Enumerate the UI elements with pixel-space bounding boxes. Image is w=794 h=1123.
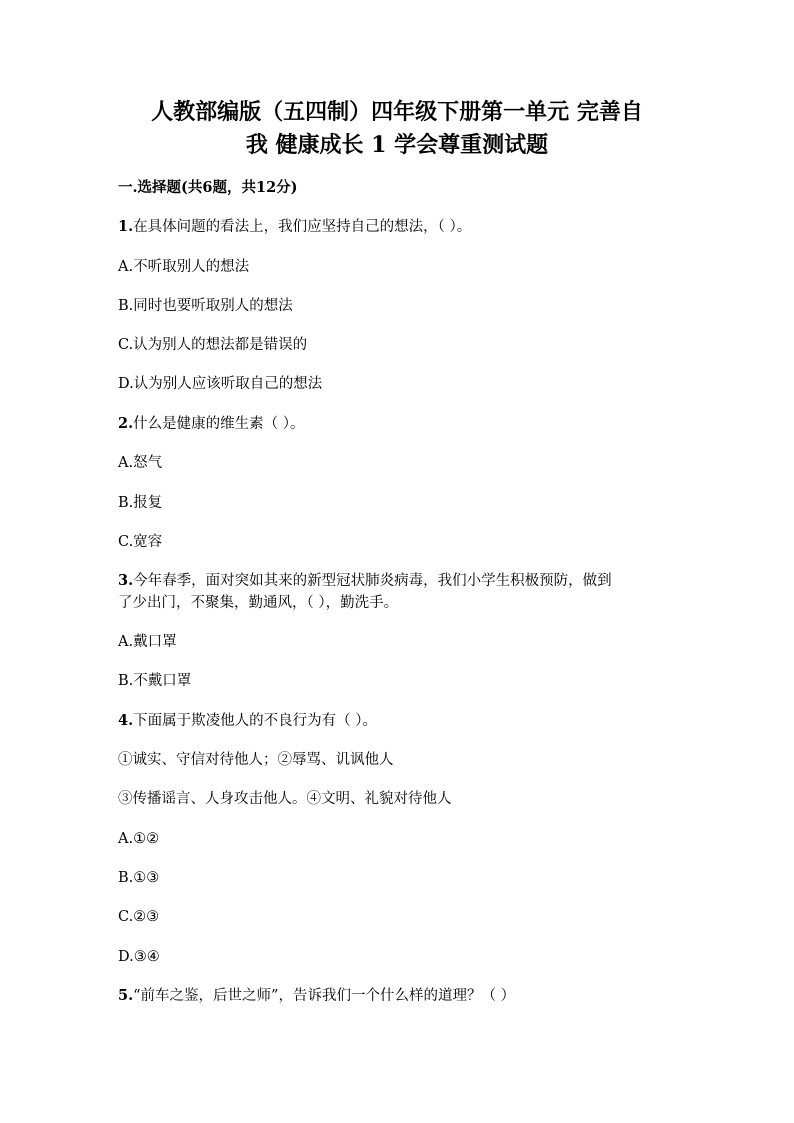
document-title-line-2: 我 健康成长 1 学会尊重测试题 bbox=[245, 132, 549, 158]
question-2-stem bbox=[118, 414, 305, 434]
question-5-stem bbox=[118, 986, 515, 1006]
question-1-option-d: D.认为别人应该听取自己的想法 bbox=[118, 376, 323, 392]
question-1-number: 1. bbox=[118, 218, 134, 235]
question-1-option-b: B.同时也要听取别人的想法 bbox=[118, 298, 293, 314]
question-4-option-d: D.③④ bbox=[118, 949, 160, 965]
question-5-text: “前车之鉴，后世之师”，告诉我们一个什么样的道理？（ ） bbox=[133, 988, 516, 1004]
question-4-option-a: A.①② bbox=[118, 831, 160, 847]
question-1-option-a: A.不听取别人的想法 bbox=[118, 259, 250, 275]
question-4-text: 下面属于欺凌他人的不良行为有（ ）。 bbox=[133, 713, 377, 729]
question-4-option-c: C.②③ bbox=[118, 909, 160, 925]
question-3-option-a: A.戴口罩 bbox=[118, 634, 177, 650]
question-4-number: 4. bbox=[118, 712, 134, 729]
question-4-stem bbox=[118, 711, 377, 731]
question-1-option-c: C.认为别人的想法都是错误的 bbox=[118, 337, 308, 353]
question-3-text: 今年春季，面对突如其来的新型冠状肺炎病毒，我们小学生积极预防，做到 bbox=[133, 573, 612, 589]
question-3-option-b: B.不戴口罩 bbox=[118, 673, 192, 689]
section-heading: 一.选择题(共6题，共12分) bbox=[118, 179, 298, 196]
question-3-stem bbox=[118, 571, 612, 591]
question-5-number: 5. bbox=[118, 987, 134, 1004]
question-1-stem bbox=[118, 217, 471, 237]
question-4-statement-2: ③传播谣言、人身攻击他人。④文明、礼貌对待他人 bbox=[118, 791, 452, 807]
question-2-option-c: C.宽容 bbox=[118, 534, 163, 550]
question-2-number: 2. bbox=[118, 415, 134, 432]
question-3-number: 3. bbox=[118, 572, 134, 589]
question-4-statement-1: ①诚实、守信对待他人；②辱骂、讥讽他人 bbox=[118, 752, 394, 768]
document-title-line-1: 人教部编版（五四制）四年级下册第一单元 完善自 bbox=[151, 99, 643, 125]
question-2-option-a: A.怒气 bbox=[118, 455, 163, 471]
question-1-text: 在具体问题的看法上，我们应坚持自己的想法，（ ）。 bbox=[133, 219, 472, 235]
question-2-option-b: B.报复 bbox=[118, 495, 163, 511]
question-2-text: 什么是健康的维生素（ ）。 bbox=[133, 416, 305, 432]
question-4-option-b: B.①③ bbox=[118, 870, 160, 886]
question-3-stem-continued: 了少出门，不聚集，勤通风，（ ），勤洗手。 bbox=[118, 595, 399, 611]
